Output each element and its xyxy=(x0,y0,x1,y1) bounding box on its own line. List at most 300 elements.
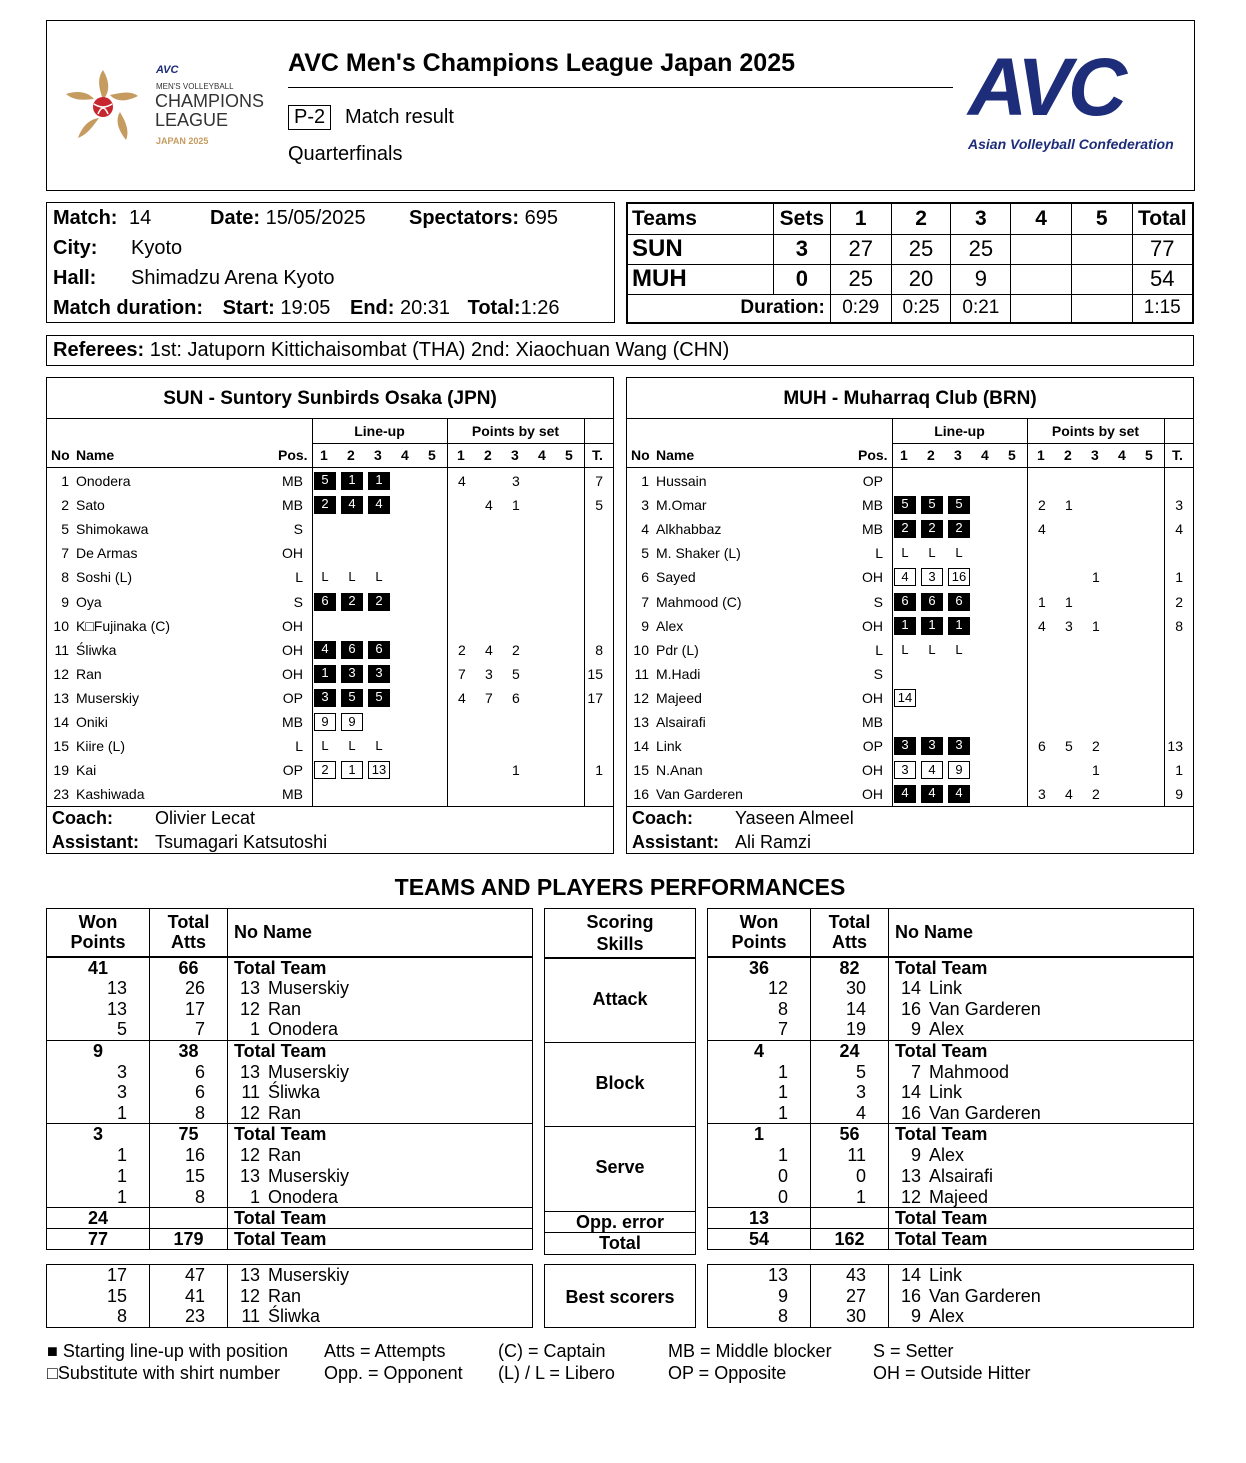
total-attempts: 23 xyxy=(150,1306,228,1327)
shirt-number: 12 xyxy=(239,1103,260,1124)
total-attempts: 26 xyxy=(150,978,228,999)
score-cell: 77 xyxy=(1132,234,1193,264)
points-header: Points by set xyxy=(471,423,560,439)
coach-section xyxy=(627,806,1193,854)
total-header: T. xyxy=(1172,447,1183,463)
lineup-header: Line-up xyxy=(354,423,405,439)
won-points: 9 xyxy=(47,1040,150,1061)
referees-label: Referees: xyxy=(53,339,145,361)
match-number: 14 xyxy=(129,207,152,229)
points-set-header: 2 xyxy=(1064,447,1072,463)
set-points: 3 xyxy=(1038,786,1046,803)
lineup-set-header: 2 xyxy=(347,447,355,463)
total-attempts: 17 xyxy=(150,998,228,1019)
player-name: Alex xyxy=(929,1145,965,1166)
total-atts-header: Total Atts xyxy=(811,909,889,957)
shirt-number: 13 xyxy=(900,1165,921,1186)
points-set-header: 3 xyxy=(511,447,519,463)
player-name: Onodera xyxy=(268,1019,339,1040)
score-cell: 25 xyxy=(891,234,951,264)
performance-title: TEAMS AND PLAYERS PERFORMANCES xyxy=(394,874,846,900)
player-name: Ran xyxy=(268,1103,302,1124)
points-set-header: 1 xyxy=(1037,447,1045,463)
team-total-row xyxy=(47,1228,533,1249)
player-number: 5 xyxy=(61,521,69,538)
points-header: Points by set xyxy=(1051,423,1140,439)
won-points: 8 xyxy=(708,998,811,1019)
player-row xyxy=(627,758,1193,782)
start-label: Start: xyxy=(222,297,275,319)
player-label xyxy=(228,1019,533,1040)
hall-value: Shimadzu Arena Kyoto xyxy=(131,267,335,289)
player-label xyxy=(228,1166,533,1187)
player-number: 12 xyxy=(53,665,69,682)
player-label xyxy=(889,1019,1194,1040)
match-line xyxy=(53,207,151,230)
set-points: 2 xyxy=(512,641,520,658)
player-stat-row xyxy=(47,1145,533,1166)
score-header-cell: Teams xyxy=(627,203,773,234)
libero-cell: L xyxy=(928,641,936,657)
substitute-cell: 16 xyxy=(948,568,970,586)
total-attempts: 66 xyxy=(150,957,228,978)
points-set-header: 1 xyxy=(457,447,465,463)
doc-code: P-2 xyxy=(288,105,331,130)
away-best-scorers-table xyxy=(707,1264,1194,1328)
player-label xyxy=(889,1145,1194,1166)
player-position: L xyxy=(295,738,303,755)
shirt-number: 16 xyxy=(900,1285,921,1306)
home-roster xyxy=(46,377,614,854)
player-label: Total Team xyxy=(889,1207,1194,1228)
player-label xyxy=(228,1285,533,1306)
score-header-cell: 3 xyxy=(951,203,1011,234)
starting-position-cell: 3 xyxy=(921,737,943,755)
set-points: 1 xyxy=(1092,762,1100,779)
end-value: 20:31 xyxy=(399,297,451,319)
player-position: OH xyxy=(282,545,303,562)
player-label: Total Team xyxy=(228,1207,533,1228)
player-name: Van Garderen xyxy=(929,1103,1041,1124)
player-position: OP xyxy=(282,689,303,706)
won-points: 36 xyxy=(708,957,811,978)
legend-item: OP = Opposite xyxy=(668,1363,787,1383)
substitute-cell: 2 xyxy=(314,761,336,779)
assistant-label: Assistant: xyxy=(632,832,720,852)
player-name: Link xyxy=(656,738,682,755)
player-stat-row xyxy=(708,1061,1194,1082)
player-row xyxy=(627,782,1193,806)
team-total-row xyxy=(708,1228,1194,1249)
skill-serve: Serve xyxy=(595,1157,645,1177)
total-attempts: 6 xyxy=(150,1082,228,1103)
player-label xyxy=(228,1145,533,1166)
player-label: Total Team xyxy=(889,1124,1194,1145)
total-attempts: 82 xyxy=(811,957,889,978)
set-points: 7 xyxy=(485,689,493,706)
player-position: OH xyxy=(862,762,883,779)
player-position: OH xyxy=(862,617,883,634)
score-cell: 20 xyxy=(891,264,951,294)
starting-position-cell: 4 xyxy=(368,496,390,514)
total-attempts: 75 xyxy=(150,1124,228,1145)
player-label xyxy=(228,998,533,1019)
hall-line xyxy=(53,267,96,290)
libero-cell: L xyxy=(955,545,963,561)
player-label: Total Team xyxy=(889,957,1194,978)
substitute-cell: 1 xyxy=(341,761,363,779)
player-label: Total Team xyxy=(228,1228,533,1249)
player-label xyxy=(228,1306,533,1327)
legend-item: Opp. = Opponent xyxy=(324,1363,463,1383)
player-name: Pdr (L) xyxy=(656,641,699,658)
player-label xyxy=(889,978,1194,999)
total-attempts: 8 xyxy=(150,1103,228,1124)
points-set-header: 2 xyxy=(484,447,492,463)
total-attempts: 19 xyxy=(811,1019,889,1040)
set-points: 4 xyxy=(485,641,493,658)
score-header-cell: 5 xyxy=(1071,203,1132,234)
player-number: 8 xyxy=(61,569,69,586)
player-name: Kashiwada xyxy=(76,786,145,803)
legend-item: □Substitute with shirt number xyxy=(47,1363,280,1383)
starting-position-cell: 2 xyxy=(921,520,943,538)
total-points: 1 xyxy=(595,762,603,779)
duration-label: Duration: xyxy=(627,294,830,323)
champions-league-logo xyxy=(58,62,278,152)
shirt-number: 13 xyxy=(239,1061,260,1082)
player-row xyxy=(47,517,613,541)
player-row xyxy=(627,517,1193,541)
header-divider xyxy=(892,443,1193,444)
total-attempts: 162 xyxy=(811,1228,889,1249)
won-points: 13 xyxy=(47,998,150,1019)
score-cell xyxy=(1071,264,1132,294)
shirt-number: 11 xyxy=(241,1306,260,1327)
won-points-header: Won Points xyxy=(47,909,150,957)
avc-logo-mark: AVC xyxy=(968,42,1124,133)
shirt-number: 9 xyxy=(910,1019,921,1040)
assistant-name: Tsumagari Katsutoshi xyxy=(155,832,328,852)
shirt-number: 7 xyxy=(910,1061,921,1082)
lineup-set-header: 1 xyxy=(320,447,328,463)
starting-position-cell: 4 xyxy=(314,641,336,659)
date-value: 15/05/2025 xyxy=(265,207,366,229)
shirt-number: 13 xyxy=(239,1165,260,1186)
total-attempts: 5 xyxy=(811,1061,889,1082)
starting-position-cell: 5 xyxy=(948,496,970,514)
shirt-number: 16 xyxy=(900,1103,921,1124)
starting-position-cell: 1 xyxy=(948,617,970,635)
player-stat-row xyxy=(47,1061,533,1082)
total-points: 2 xyxy=(1175,593,1183,610)
lineup-set-header: 3 xyxy=(954,447,962,463)
starting-position-cell: 2 xyxy=(368,593,390,611)
lineup-set-header: 4 xyxy=(981,447,989,463)
city-value: Kyoto xyxy=(131,237,183,259)
shirt-number: 12 xyxy=(239,1145,260,1166)
player-row xyxy=(47,638,613,662)
total-attempts: 14 xyxy=(811,998,889,1019)
won-points: 13 xyxy=(708,1207,811,1228)
set-points: 2 xyxy=(1038,497,1046,514)
total-attempts: 43 xyxy=(811,1265,889,1286)
set-points: 4 xyxy=(1065,786,1073,803)
score-cell xyxy=(1011,264,1072,294)
player-row xyxy=(47,614,613,638)
set-points: 4 xyxy=(458,473,466,489)
player-row xyxy=(627,590,1193,614)
starting-position-cell: 1 xyxy=(894,617,916,635)
shirt-number: 13 xyxy=(239,1265,260,1286)
won-points: 7 xyxy=(708,1019,811,1040)
total-attempts xyxy=(811,1207,889,1228)
title-underline xyxy=(288,87,953,88)
player-position: MB xyxy=(862,521,883,538)
player-number: 4 xyxy=(641,521,649,538)
coach-name: Yaseen Almeel xyxy=(735,808,854,828)
phase: Quarterfinals xyxy=(288,143,403,165)
score-cell: 25 xyxy=(830,264,891,294)
pos-header: Pos. xyxy=(278,447,308,463)
set-points: 3 xyxy=(485,665,493,682)
shirt-number: 12 xyxy=(900,1186,921,1207)
lineup-set-header: 5 xyxy=(1008,447,1016,463)
total-header: T. xyxy=(592,447,603,463)
won-points: 15 xyxy=(47,1285,150,1306)
player-row xyxy=(627,614,1193,638)
won-points: 8 xyxy=(47,1306,150,1327)
set-points: 1 xyxy=(1092,617,1100,634)
starting-position-cell: 5 xyxy=(368,689,390,707)
starting-position-cell: 2 xyxy=(314,496,336,514)
player-row xyxy=(47,686,613,710)
name-header: Name xyxy=(656,447,695,463)
assistant-label: Assistant: xyxy=(52,832,140,852)
won-points: 13 xyxy=(708,1265,811,1286)
shirt-number: 14 xyxy=(900,1082,921,1103)
total-attempts: 27 xyxy=(811,1285,889,1306)
won-points: 1 xyxy=(708,1103,811,1124)
set-points: 5 xyxy=(1065,738,1073,755)
player-number: 2 xyxy=(61,497,69,514)
starting-position-cell: 2 xyxy=(894,520,916,538)
best-scorers-label: Best scorers xyxy=(565,1287,675,1307)
starting-position-cell: 4 xyxy=(921,785,943,803)
set-points: 2 xyxy=(458,641,466,658)
score-team-name: MUH xyxy=(627,264,773,294)
player-row xyxy=(627,493,1193,517)
legend-item: (L) / L = Libero xyxy=(498,1363,615,1383)
player-name: Link xyxy=(929,977,963,998)
player-number: 1 xyxy=(61,473,69,489)
legend-item: ■ Starting line-up with position xyxy=(47,1341,288,1361)
libero-cell: L xyxy=(955,641,963,657)
substitute-cell: 3 xyxy=(921,568,943,586)
player-name: Muserskiy xyxy=(268,977,350,998)
player-name: Alex xyxy=(656,617,684,634)
score-cell: 54 xyxy=(1132,264,1193,294)
libero-cell: L xyxy=(321,738,329,754)
player-name: Alex xyxy=(929,1306,965,1327)
substitute-cell: 13 xyxy=(368,761,390,779)
player-name: Kiire (L) xyxy=(76,738,126,755)
avc-logo xyxy=(968,42,1178,157)
match-label: Match: xyxy=(53,207,118,229)
starting-position-cell: 6 xyxy=(921,593,943,611)
shirt-number: 14 xyxy=(900,977,921,998)
set-points: 1 xyxy=(512,762,520,779)
player-name: Ran xyxy=(268,1145,302,1166)
coach-name: Olivier Lecat xyxy=(155,808,256,828)
libero-cell: L xyxy=(375,738,383,754)
score-cell: 3 xyxy=(773,234,830,264)
best-scorer-row xyxy=(708,1285,1194,1306)
player-position: S xyxy=(873,593,883,610)
libero-cell: L xyxy=(901,545,909,561)
player-number: 9 xyxy=(61,593,69,610)
score-cell xyxy=(1011,234,1072,264)
starting-position-cell: 5 xyxy=(341,689,363,707)
spectators-label: Spectators: xyxy=(409,207,520,229)
set-points: 7 xyxy=(458,665,466,682)
libero-cell: L xyxy=(348,738,356,754)
total-points: 8 xyxy=(595,641,603,658)
player-name: Alsairafi xyxy=(929,1165,994,1186)
won-points: 1 xyxy=(708,1082,811,1103)
won-points: 9 xyxy=(708,1285,811,1306)
starting-position-cell: 5 xyxy=(921,496,943,514)
shirt-number: 16 xyxy=(900,998,921,1019)
home-performance-table xyxy=(46,908,533,1250)
won-points-header: Won Points xyxy=(708,909,811,957)
player-name: Muserskiy xyxy=(268,1265,350,1286)
away-performance-table xyxy=(707,908,1194,1250)
player-label xyxy=(889,1285,1194,1306)
won-points: 54 xyxy=(708,1228,811,1249)
player-number: 10 xyxy=(633,641,649,658)
player-name: Muserskiy xyxy=(76,689,140,706)
player-name: Majeed xyxy=(656,689,702,706)
player-row xyxy=(47,565,613,589)
team-total-row xyxy=(47,1124,533,1145)
total-attempts: 0 xyxy=(811,1166,889,1187)
player-position: S xyxy=(293,593,303,610)
shirt-number: 1 xyxy=(249,1019,260,1040)
date-label: Date: xyxy=(210,207,261,229)
player-name: Van Garderen xyxy=(929,1285,1041,1306)
player-position: OH xyxy=(282,665,303,682)
team-total-row xyxy=(47,1040,533,1061)
starting-position-cell: 4 xyxy=(894,785,916,803)
player-position: OH xyxy=(282,617,303,634)
page-title: AVC Men's Champions League Japan 2025 xyxy=(288,49,796,77)
player-stat-row xyxy=(47,1166,533,1187)
player-name: Muserskiy xyxy=(268,1165,350,1186)
skills-header-2: Skills xyxy=(596,934,644,954)
skill-total: Total xyxy=(599,1233,641,1253)
starting-position-cell: 3 xyxy=(894,737,916,755)
player-number: 13 xyxy=(53,689,69,706)
no-name-header: No Name xyxy=(889,909,1194,957)
set-duration: 0:21 xyxy=(951,294,1011,323)
shirt-number: 1 xyxy=(249,1186,260,1207)
total-attempts: 16 xyxy=(150,1145,228,1166)
points-set-header: 4 xyxy=(538,447,546,463)
player-row xyxy=(47,710,613,734)
lineup-header: Line-up xyxy=(934,423,985,439)
player-name: Alkhabbaz xyxy=(656,521,722,538)
won-points: 5 xyxy=(47,1019,150,1040)
lineup-set-header: 2 xyxy=(927,447,935,463)
player-row xyxy=(47,469,613,493)
substitute-cell: 4 xyxy=(894,568,916,586)
set-duration xyxy=(1011,294,1072,323)
set-points: 1 xyxy=(1065,497,1073,514)
lineup-set-header: 3 xyxy=(374,447,382,463)
player-number: 3 xyxy=(641,497,649,514)
starting-position-cell: 4 xyxy=(341,496,363,514)
score-cell: 0 xyxy=(773,264,830,294)
won-points: 4 xyxy=(708,1040,811,1061)
won-points: 1 xyxy=(708,1124,811,1145)
set-duration xyxy=(1071,294,1132,323)
player-row xyxy=(627,638,1193,662)
best-scorer-row xyxy=(47,1265,533,1286)
player-label xyxy=(889,1265,1194,1286)
team-total-row xyxy=(708,957,1194,978)
player-name: Ran xyxy=(268,998,302,1019)
won-points: 41 xyxy=(47,957,150,978)
total-attempts: 4 xyxy=(811,1103,889,1124)
header-bottom xyxy=(627,467,1193,468)
won-points: 1 xyxy=(47,1166,150,1187)
header-bottom xyxy=(47,467,613,468)
player-name: Śliwka xyxy=(268,1306,321,1327)
best-scorer-row xyxy=(47,1285,533,1306)
player-row xyxy=(627,565,1193,589)
player-position: MB xyxy=(282,786,303,803)
team-total-row xyxy=(708,1207,1194,1228)
player-row xyxy=(47,758,613,782)
perf-header-row xyxy=(708,909,1194,957)
player-stat-row xyxy=(708,1103,1194,1124)
set-points: 3 xyxy=(512,473,520,489)
player-stat-row xyxy=(708,1082,1194,1103)
no-header: No xyxy=(51,447,70,463)
player-position: OP xyxy=(862,473,883,489)
logo-avc-small: AVC xyxy=(156,64,179,76)
player-number: 1 xyxy=(641,473,649,489)
substitute-cell: 14 xyxy=(894,689,916,707)
player-number: 5 xyxy=(641,545,649,562)
assistant-name: Ali Ramzi xyxy=(735,832,812,852)
player-number: 12 xyxy=(633,689,649,706)
player-row xyxy=(627,541,1193,565)
legend-item: OH = Outside Hitter xyxy=(873,1363,1031,1383)
set-points: 5 xyxy=(512,665,520,682)
roster-grid xyxy=(627,419,1193,806)
won-points: 0 xyxy=(708,1186,811,1207)
referees-line xyxy=(53,339,729,362)
total-value: 1:26 xyxy=(520,297,560,319)
score-header-cell: 4 xyxy=(1011,203,1072,234)
flower-emblem-icon xyxy=(58,62,148,152)
won-points: 1 xyxy=(47,1145,150,1166)
score-table xyxy=(626,202,1194,324)
player-position: MB xyxy=(862,497,883,514)
player-label xyxy=(228,1082,533,1103)
